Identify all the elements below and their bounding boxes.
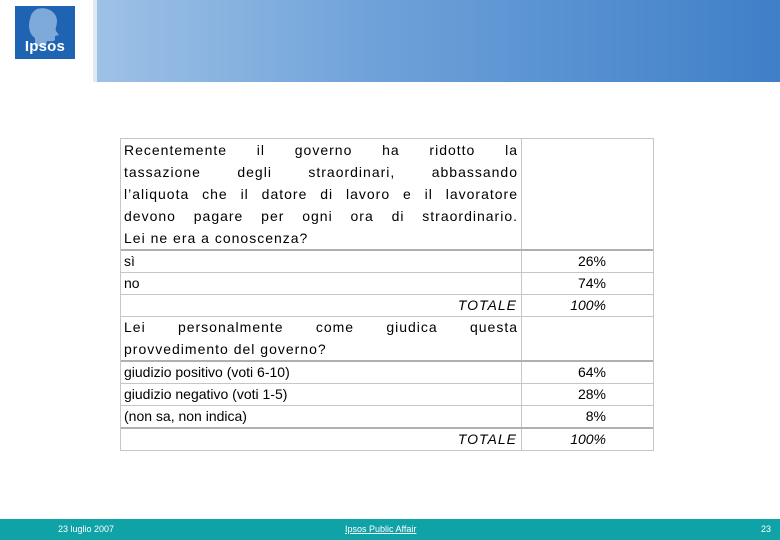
survey-table <box>120 138 654 451</box>
total-value: 100% <box>570 431 606 447</box>
answer-value: 26% <box>577 253 606 269</box>
header-banner <box>97 0 780 82</box>
answer-label: (non sa, non indica) <box>124 408 247 424</box>
total-value: 100% <box>570 297 606 313</box>
answer-label: sì <box>124 253 135 269</box>
page-number: 23 <box>761 524 772 534</box>
answer-label: giudizio negativo (voti 1-5) <box>124 386 288 402</box>
answer-value: 64% <box>577 364 606 380</box>
answer-label: giudizio positivo (voti 6-10) <box>124 364 290 380</box>
answer-value: 8% <box>585 408 606 424</box>
question-1-line: devono pagare per ogni ora di straordinario. <box>124 208 518 224</box>
footer-link[interactable]: Ipsos Public Affair <box>345 524 417 534</box>
question-2-line: provvedimento del governo? <box>124 341 327 357</box>
logo-text: Ipsos <box>24 38 66 55</box>
footer-date: 23 luglio 2007 <box>58 524 115 534</box>
question-1-line: tassazione degli straordinari, abbassando <box>124 164 518 180</box>
question-2-line: Lei personalmente come giudica questa <box>124 319 518 335</box>
answer-value: 74% <box>577 275 606 291</box>
answer-value: 28% <box>577 386 606 402</box>
logo-area <box>0 0 93 82</box>
total-label: TOTALE <box>457 431 517 447</box>
slide-footer <box>0 519 780 540</box>
total-label: TOTALE <box>457 297 517 313</box>
question-1-line: l’aliquota che il datore di lavoro e il lavoratore <box>124 186 518 202</box>
question-1-line: Lei ne era a conoscenza? <box>124 230 309 246</box>
ipsos-logo <box>15 6 75 59</box>
question-1-line: Recentemente il governo ha ridotto la <box>124 142 518 158</box>
slide-header <box>0 0 780 82</box>
answer-label: no <box>124 275 140 291</box>
